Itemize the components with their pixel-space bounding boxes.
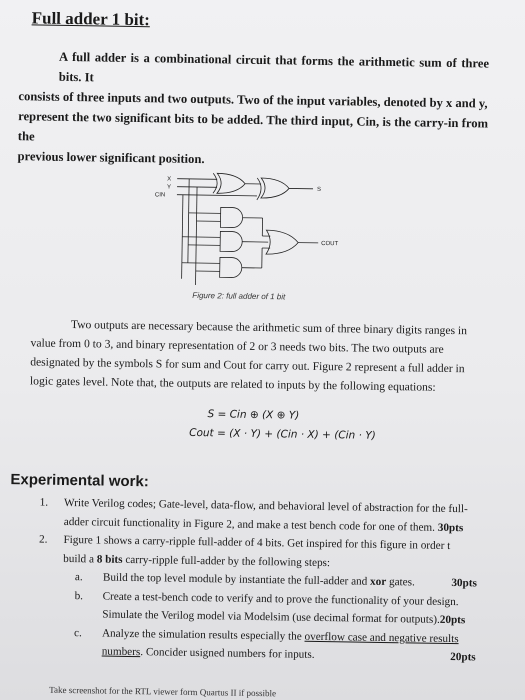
label-cin: CIN xyxy=(154,192,166,199)
intro-line: previous lower significant position. xyxy=(17,149,205,167)
xor-gate-2 xyxy=(261,178,289,198)
subtask-text: Simulate the Verilog model via Modelsim (use decimal format for outputs). xyxy=(102,608,440,626)
subtask-letter: c. xyxy=(73,626,82,639)
outputs-line: Two outputs are necessary because the arithmetic sum of three binary digits ranges in xyxy=(70,318,468,338)
subtask-text: gates. xyxy=(386,576,415,589)
intro-line: consists of three inputs and two outputs. Two of the input variables, denoted by x and y, xyxy=(18,89,488,111)
figure-caption: Figure 2: full adder of 1 bit xyxy=(192,290,286,302)
label-cout: COUT xyxy=(321,240,339,248)
label-x: X xyxy=(167,176,172,183)
and-gate-1 xyxy=(220,207,242,227)
outputs-paragraph xyxy=(30,314,481,397)
outputs-line: logic gates level. Note that, the outputs are related to inputs by the following equations: xyxy=(29,374,436,394)
subtask-text: Create a test-bench code to verify and to prove the functionality of your design. xyxy=(102,590,459,608)
task-text-bold: 8 bits xyxy=(96,552,123,566)
task-text: adder circuit functionality in Figure 2, and make a test bench code for one of them. xyxy=(63,515,436,534)
subtask-text: Build the top level module by instantiate the full-adder and xyxy=(102,571,371,588)
subtask-points: 20pts xyxy=(439,613,466,627)
task-text: Write Verilog codes; Gate-level, data-flow, and behavioral level of abstraction for the full- xyxy=(63,496,468,516)
xor-gate-1 xyxy=(217,173,245,193)
subtask-text: . Concider usigned numbers for inputs. xyxy=(140,646,315,661)
intro-line: A full adder is a combinational circuit that forms the arithmetic sum of three bits. It xyxy=(58,49,490,85)
subtask-c xyxy=(16,623,477,667)
subtask-text-underlined: overflow case and negative results xyxy=(304,630,459,645)
cout-equation: Cout = (X · Y) + (Cin · X) + (Cin · Y) xyxy=(189,426,376,442)
subtask-text-underlined: numbers xyxy=(101,645,141,659)
subtask-points: 20pts xyxy=(450,651,476,664)
intro-paragraph xyxy=(17,46,489,173)
subtask-points: 30pts xyxy=(451,577,477,590)
subtask-text-bold: xor xyxy=(369,575,387,589)
label-y: Y xyxy=(166,184,172,191)
task-list xyxy=(16,493,479,667)
task-text: carry-ripple full-adder by the following steps: xyxy=(122,553,331,569)
label-s: S xyxy=(316,186,322,193)
task-text: Figure 1 shows a carry-ripple full-adder of 4 bits. Get inspired for this figure in order t xyxy=(63,533,451,553)
bottom-cut-text: Take screenshot for the RTL viewer form Quartus II if possible xyxy=(49,684,277,699)
and-gate-3 xyxy=(220,257,242,277)
subtask-text: Analyze the simulation results especially the xyxy=(101,627,305,643)
task-points: 30pts xyxy=(437,521,464,534)
outputs-line: value from 0 to 3, and binary representation of 2 or 3 needs two bits. The two outputs are xyxy=(30,336,444,356)
task-number: 1. xyxy=(39,496,49,509)
page-title: Full adder 1 bit: xyxy=(31,8,151,30)
experimental-heading: Experimental work: xyxy=(10,471,149,491)
outputs-line: designated by the symbols S for sum and Cout for carry out. Figure 2 represent a full adder in xyxy=(30,355,465,376)
task-text: build a xyxy=(63,552,97,565)
subtask-letter: a. xyxy=(74,571,83,584)
sum-equation: S = Cin ⊕ (X ⊕ Y) xyxy=(207,408,300,422)
and-gate-2 xyxy=(220,231,242,251)
or-gate xyxy=(266,230,298,254)
task-number: 2. xyxy=(39,533,48,546)
subtask-letter: b. xyxy=(74,589,84,602)
intro-line: represent the two significant bits to be added. The third input, Cin, is the carry-in from the xyxy=(17,109,489,144)
